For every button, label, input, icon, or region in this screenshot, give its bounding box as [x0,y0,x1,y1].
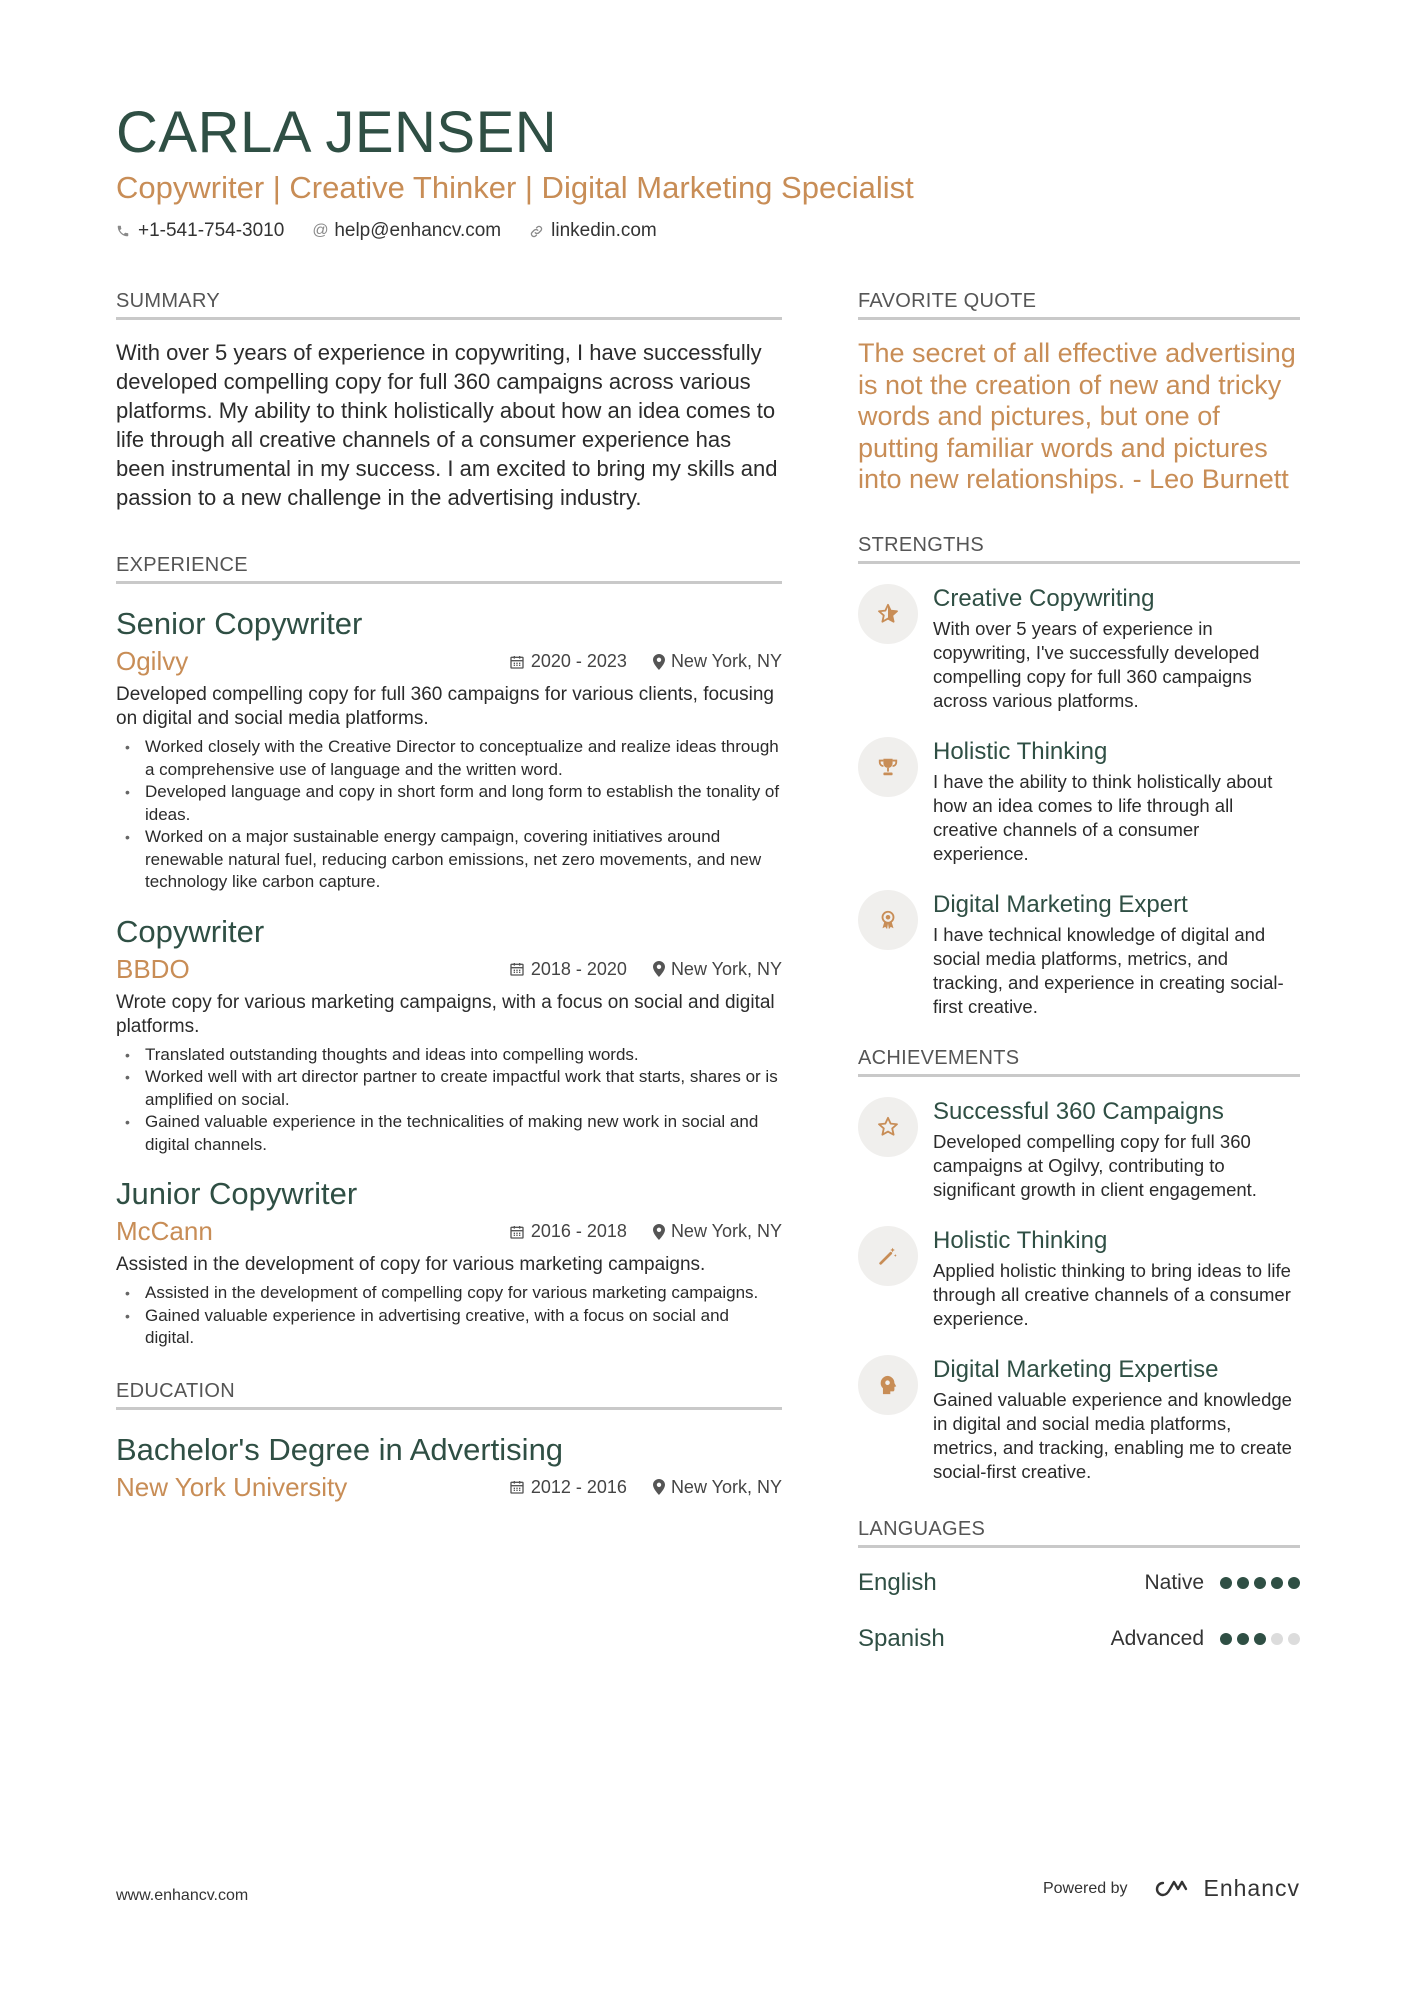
achievement-desc: Developed compelling copy for full 360 campaigns at Ogilvy, contributing to significant growth in client engagement. [933,1130,1257,1200]
quote-text: The secret of all effective advertising is not the creation of new and tricky words and pictures, but one of putting familiar words and pictures into new relationships. - Leo Burnett [858,338,1296,494]
job-dates-text: 2018 - 2020 [530,958,627,979]
edu-meta-row [116,1472,782,1503]
job-bullets [116,1282,782,1350]
link-icon [529,224,545,239]
achievement-item [858,1226,1300,1331]
language-item [858,1622,1300,1656]
strength-item [858,584,1300,713]
job-bullet: • Worked on a major sustainable energy campaign, covering initiatives around renewable natural fuel, reducing carbon emissions, net zero movements, and new technology like carbon capture. [116,826,782,894]
rating-dot-filled [1271,1577,1283,1589]
job-description: Developed compelling copy for full 360 campaigns for various clients, focusing on digital and social media platforms. [116,684,774,729]
edu-dates [509,1477,627,1498]
contact-phone[interactable] [116,220,284,242]
job-company: McCann [116,1216,213,1246]
enhancv-logo-icon [1149,1877,1195,1901]
phone-icon [116,224,132,238]
job-location-text: New York, NY [670,958,782,979]
quote-section [858,290,1300,496]
rating-dot-filled [1220,1633,1232,1645]
strengths-section [858,534,1300,1019]
language-level: Advanced [1110,1626,1204,1650]
rating-dot-filled [1288,1577,1300,1589]
magic-wand-icon [858,1226,918,1286]
education-heading: EDUCATION [116,1380,782,1410]
contact-email[interactable] [312,220,501,242]
job-dates-text: 2016 - 2018 [530,1221,627,1241]
language-list [858,1566,1300,1656]
language-rating [1220,1577,1300,1589]
powered-by-text: Powered by [1042,1879,1128,1897]
summary-heading: SUMMARY [116,290,782,320]
brand-name: Enhancv [1203,1875,1300,1901]
head-icon [858,1355,918,1415]
language-right [1111,1627,1300,1651]
job-bullets [116,736,782,894]
achievement-title: Successful 360 Campaigns [933,1097,1224,1125]
job-meta [509,959,782,980]
edu-location-text: New York, NY [670,1476,782,1497]
job-location-text: New York, NY [670,651,782,671]
strengths-heading: STRENGTHS [858,534,1300,564]
footer-website[interactable]: www.enhancv.com [116,1887,249,1904]
job-dates [509,959,627,980]
language-level: Native [1144,1570,1204,1594]
job-bullet: • Gained valuable experience in the technicalities of making new work in social and digital channels. [116,1111,782,1156]
languages-section [858,1518,1300,1656]
language-name: English [858,1568,937,1596]
job-role: Copywriter [116,913,265,949]
job-bullet: • Assisted in the development of compelling copy for various marketing campaigns. [116,1282,782,1305]
rating-dot-filled [1237,1633,1249,1645]
achievement-item [858,1355,1300,1484]
language-right [1144,1571,1300,1595]
job-description: Wrote copy for various marketing campaigns, with a focus on social and digital platforms. [116,991,775,1037]
right-column [858,290,1300,1678]
languages-heading: LANGUAGES [858,1518,1300,1548]
star-outline-icon [858,1097,918,1157]
job-role: Senior Copywriter [116,606,363,641]
job-bullet: • Gained valuable experience in advertising creative, with a focus on social and digital. [116,1305,782,1350]
resume-header [116,100,1306,242]
rating-dot-empty [1271,1633,1283,1645]
experience-item [116,604,782,894]
edu-degree: Bachelor's Degree in Advertising [116,1431,564,1467]
calendar-icon [509,654,525,670]
experience-section [116,554,782,1350]
experience-heading: EXPERIENCE [116,554,782,584]
achievements-heading: ACHIEVEMENTS [858,1047,1300,1077]
contact-link[interactable] [529,220,657,242]
summary-text: With over 5 years of experience in copywriting, I have successfully developed compelling copy for full 360 campaigns across various platforms. My ability to think holistically about how an idea comes to life through all creative channels of a consumer experience has been instrumental in my success. I am excited to bring my skills and passion to a new challenge in the advertising industry. [116,340,778,510]
email-text: help@enhancv.com [334,220,502,241]
edu-school: New York University [116,1471,348,1502]
quote-heading: FAVORITE QUOTE [858,290,1300,320]
achievement-title: Holistic Thinking [933,1226,1108,1254]
job-role: Junior Copywriter [116,1176,358,1211]
strength-desc: With over 5 years of experience in copywriting, I've successfully developed compelling copy for full 360 campaigns across various platforms. [933,617,1260,711]
achievement-desc: Applied holistic thinking to bring ideas to life through all creative channels of a consumer experience. [933,1259,1291,1329]
experience-item [116,1174,782,1350]
strength-item [858,737,1300,866]
job-meta [509,651,782,672]
job-dates [509,1221,627,1242]
strength-desc: I have technical knowledge of digital and social media platforms, metrics, and tracking, and experience in creating social-first creative. [933,923,1284,1017]
trophy-icon [858,737,918,797]
calendar-icon [509,1479,525,1495]
job-location [653,1221,782,1242]
job-bullets [116,1044,782,1157]
footer-brand [1043,1875,1300,1902]
job-bullet: • Worked closely with the Creative Director to conceptualize and realize ideas through a comprehensive use of language and the written word. [116,736,782,781]
achievement-body [933,1355,1300,1484]
job-location [653,651,782,672]
award-icon [858,890,918,950]
job-bullet: • Worked well with art director partner to create impactful work that starts, shares or is amplified on social. [116,1066,782,1111]
achievements-section [858,1047,1300,1484]
achievement-item [858,1097,1300,1202]
calendar-icon [509,1224,525,1240]
rating-dot-filled [1220,1577,1232,1589]
strength-body [933,737,1300,866]
experience-item [116,912,782,1157]
achievement-desc: Gained valuable experience and knowledge in digital and social media platforms, metrics, and tracking, enabling me to create social-first creative. [933,1388,1292,1482]
job-bullet: • Translated outstanding thoughts and ideas into compelling words. [116,1044,782,1067]
summary-section [116,290,782,512]
location-pin-icon [653,961,665,977]
rating-dot-filled [1254,1577,1266,1589]
strength-desc: I have the ability to think holistically about how an idea comes to life through all creative channels of a consumer experience. [933,770,1273,864]
phone-text: +1-541-754-3010 [138,220,285,241]
location-pin-icon [653,654,665,670]
job-company: Ogilvy [116,646,189,676]
rating-dot-filled [1254,1633,1266,1645]
left-column [116,290,782,1503]
language-item [858,1566,1300,1600]
achievement-body [933,1097,1300,1202]
contact-bar [116,220,1306,242]
rating-dot-filled [1237,1577,1249,1589]
language-name: Spanish [858,1624,945,1652]
job-company: BBDO [116,953,190,984]
star-icon [858,584,918,644]
location-pin-icon [653,1224,665,1240]
education-section [116,1380,782,1503]
edu-location [653,1477,782,1498]
job-meta-row [116,954,782,985]
job-location [653,959,782,980]
strength-title: Creative Copywriting [933,584,1155,612]
job-dates [509,651,627,672]
candidate-name: CARLA JENSEN [116,100,558,165]
job-description: Assisted in the development of copy for various marketing campaigns. [116,1254,706,1275]
strength-title: Holistic Thinking [933,737,1108,765]
at-icon: @ [312,222,329,239]
job-location-text: New York, NY [670,1221,782,1241]
edu-dates-text: 2012 - 2016 [530,1476,627,1497]
job-meta-row [116,1216,782,1247]
job-meta-row [116,646,782,677]
rating-dot-empty [1288,1633,1300,1645]
link-text: linkedin.com [551,220,657,241]
achievement-body [933,1226,1300,1331]
strength-title: Digital Marketing Expert [933,890,1188,918]
job-dates-text: 2020 - 2023 [530,651,627,671]
calendar-icon [509,961,525,977]
strength-body [933,890,1300,1019]
job-meta [509,1221,782,1242]
language-rating [1220,1633,1300,1645]
strength-item [858,890,1300,1019]
edu-meta [509,1477,782,1498]
achievement-title: Digital Marketing Expertise [933,1355,1219,1383]
job-bullet: • Developed language and copy in short form and long form to establish the tonality of ideas. [116,781,782,826]
candidate-title: Copywriter | Creative Thinker | Digital Marketing Specialist [116,170,914,205]
location-pin-icon [653,1479,665,1495]
strength-body [933,584,1300,713]
enhancv-logo[interactable] [1149,1875,1300,1902]
